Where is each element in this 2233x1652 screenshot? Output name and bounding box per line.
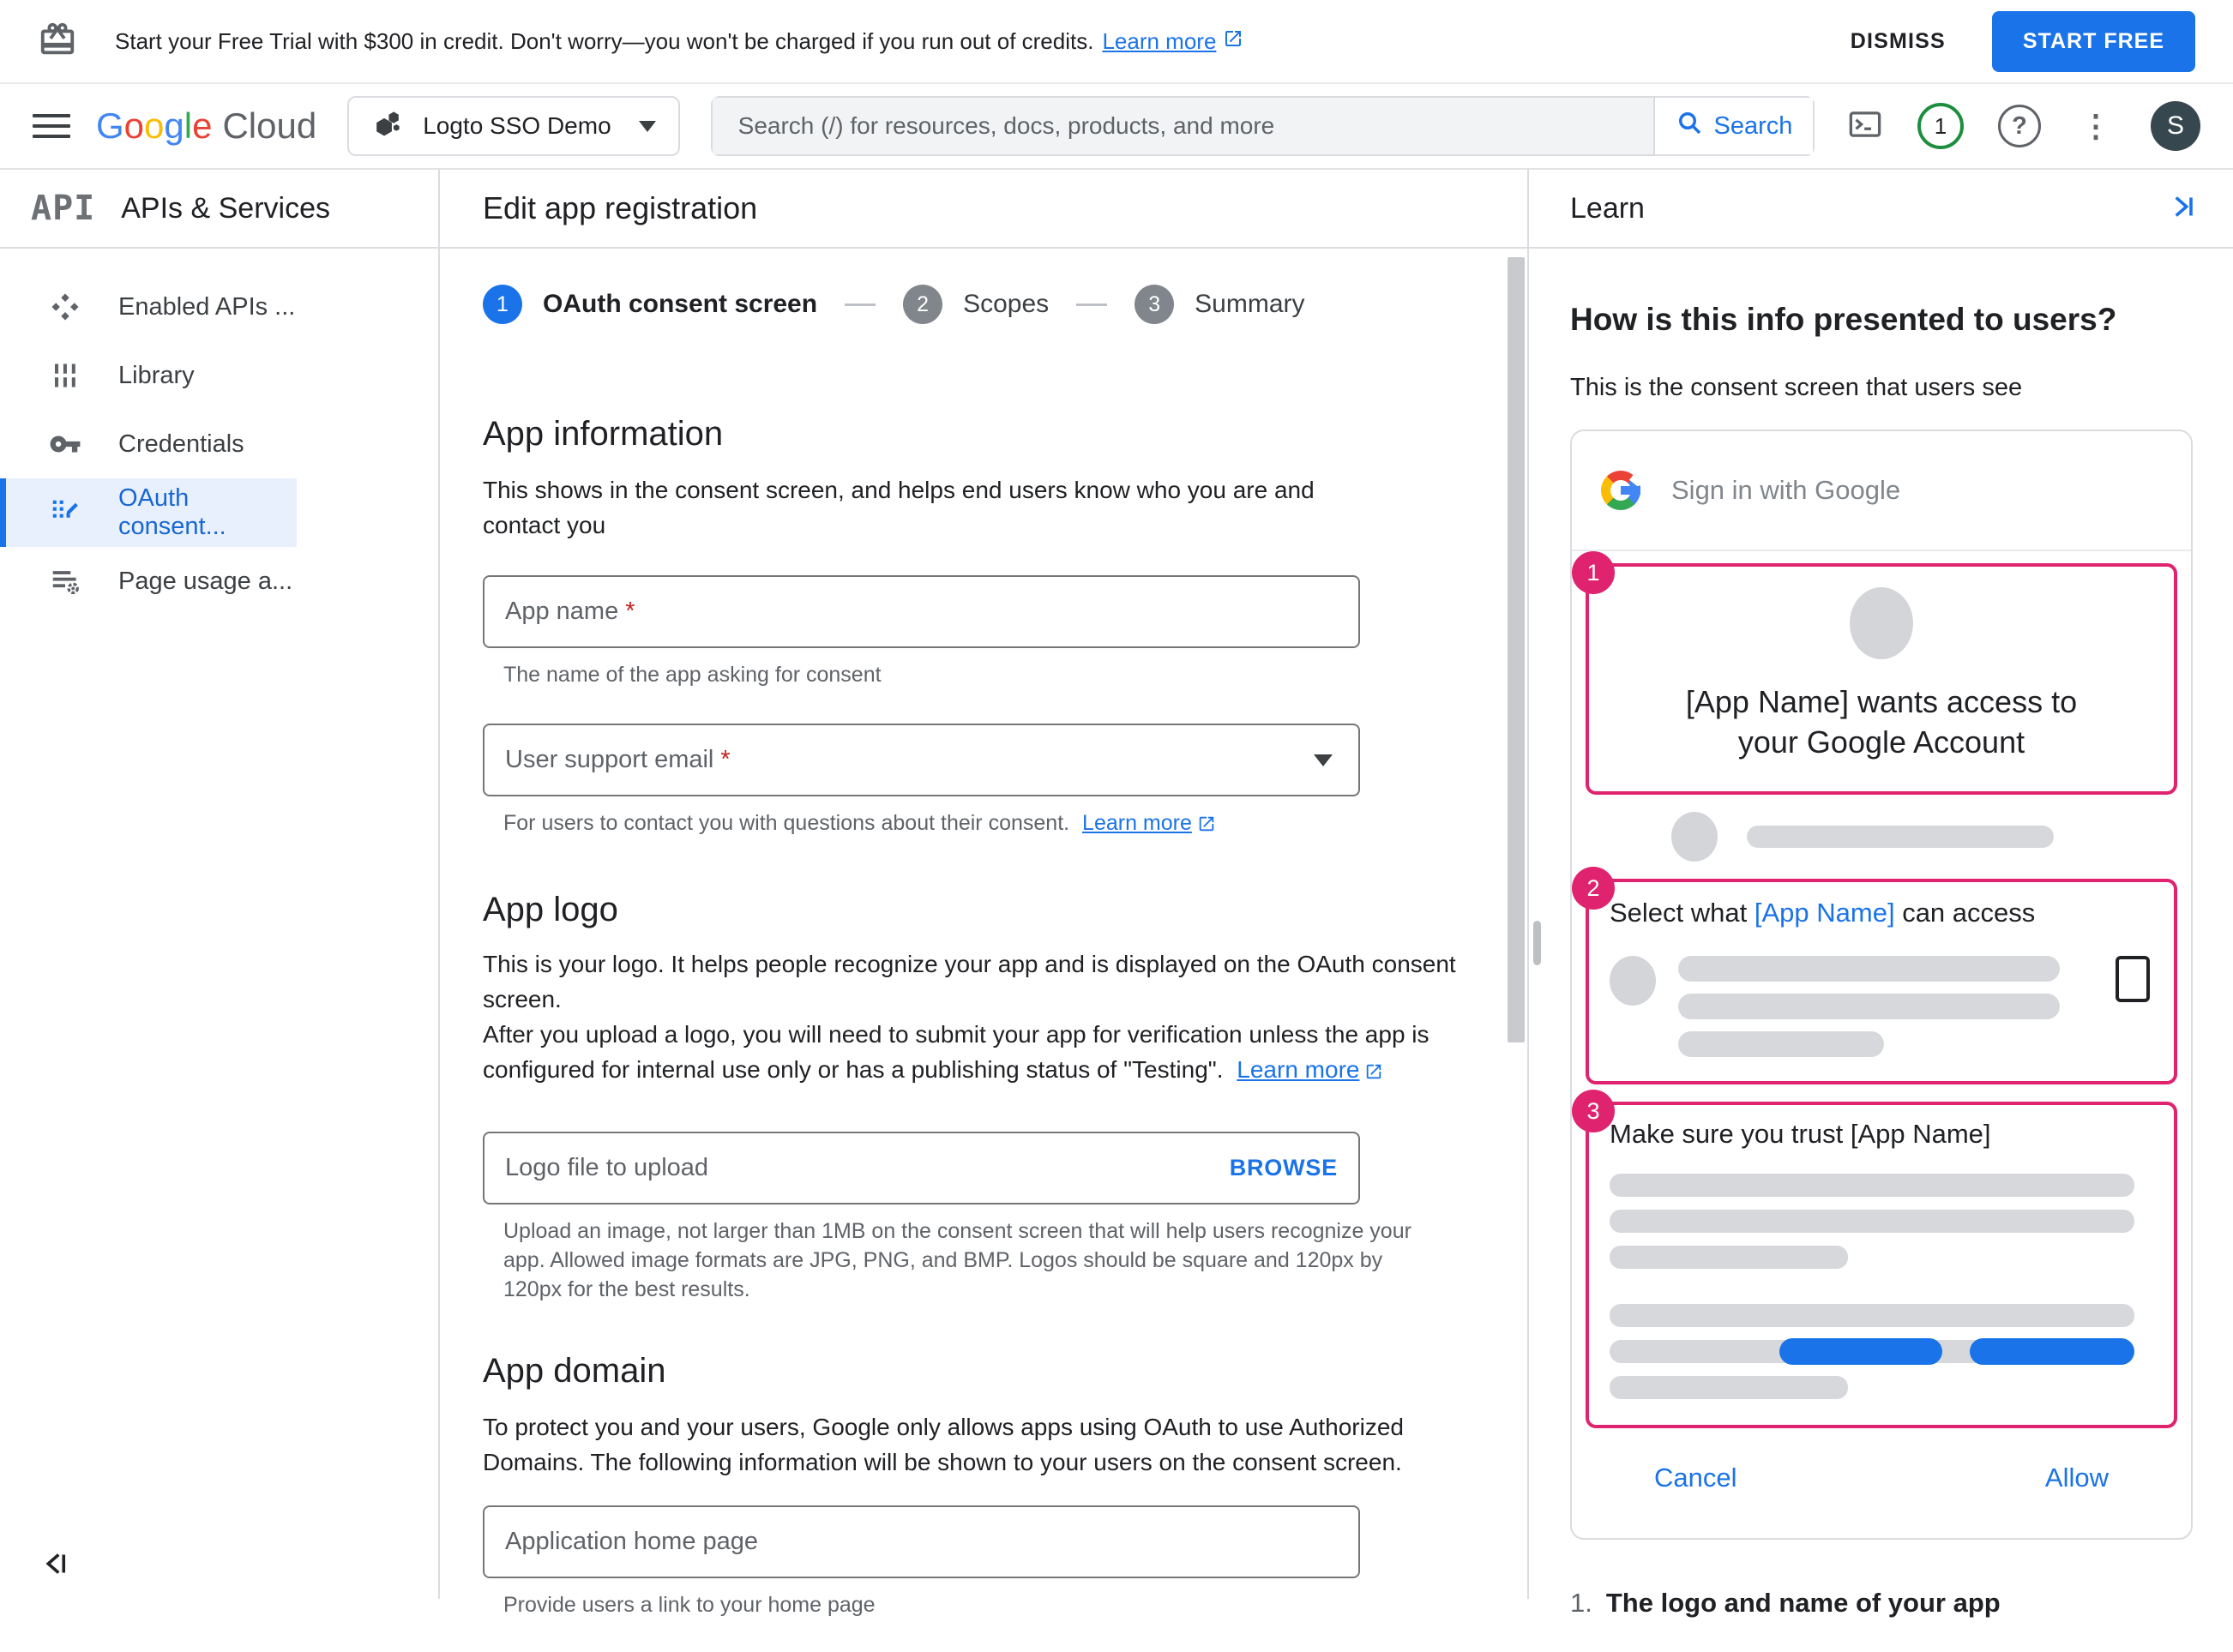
annotation-badge-3: 3 [1572, 1090, 1615, 1132]
step-circle-3: 3 [1135, 285, 1174, 324]
sidebar-item-label: OAuth consent... [118, 484, 226, 540]
application-home-page-input[interactable] [483, 1505, 1360, 1578]
annotation-step-2 [1586, 874, 2177, 1084]
search-button-label: Search [1713, 111, 1793, 140]
user-support-email-select[interactable] [483, 724, 1360, 796]
gift-icon [38, 20, 77, 63]
logo-letter: o [123, 105, 145, 146]
support-email-helper [503, 808, 1429, 841]
project-selector[interactable] [347, 96, 679, 156]
chevron-down-icon [639, 121, 656, 132]
cloud-shell-icon[interactable] [1847, 106, 1883, 147]
notifications-badge[interactable] [1917, 103, 1964, 149]
app-name-helper: The name of the app asking for consent [503, 663, 882, 687]
avatar[interactable] [2151, 101, 2200, 151]
sidebar-item-oauth-consent[interactable] [0, 478, 297, 547]
learn-scrollbar[interactable] [1533, 921, 1541, 965]
annotation-badge-1: 1 [1572, 551, 1615, 594]
text-placeholder-bar [1610, 1174, 2134, 1197]
step-connector [1076, 303, 1107, 306]
help-icon[interactable]: ? [1998, 105, 2041, 147]
text-placeholder-bar [1747, 826, 2054, 848]
support-email-learn-more-link[interactable]: Learn more [1082, 811, 1192, 835]
library-icon [48, 358, 82, 393]
button-placeholder [1970, 1338, 2134, 1365]
icon-placeholder [1610, 956, 1656, 1006]
text-placeholder-bar [1678, 956, 2060, 982]
home-page-helper: Provide users a link to your home page [503, 1593, 876, 1617]
dismiss-button[interactable]: DISMISS [1828, 14, 1968, 69]
trial-message: Start your Free Trial with $300 in credit. Don't worry—you won't be charged if you run out of credits. [115, 27, 1094, 54]
text-placeholder-bar [1678, 1031, 1884, 1057]
checkbox-placeholder [2116, 956, 2150, 1002]
annotation-step-3 [1586, 1097, 2177, 1428]
external-link-icon [1364, 1055, 1383, 1090]
required-marker: * [625, 598, 635, 625]
tab-summary[interactable]: Summary [1195, 290, 1305, 318]
collapse-panel-icon[interactable] [2168, 191, 2199, 226]
external-link-icon [1223, 28, 1243, 55]
avatar-placeholder [1850, 587, 1913, 659]
free-trial-banner [0, 0, 2233, 84]
learn-subheading: This is the consent screen that users see [1570, 374, 2023, 401]
text-placeholder-bar [1678, 994, 2060, 1019]
main-scrollbar[interactable] [1508, 257, 1525, 1042]
app-information-heading: App information [483, 415, 724, 453]
consent-preview-card [1570, 430, 2193, 1540]
account-row-placeholder [1671, 812, 2191, 862]
required-marker: * [720, 746, 731, 773]
search-bar [711, 96, 1815, 156]
annotation-step-1 [1586, 559, 2177, 795]
sidebar-title: APIs & Services [121, 191, 330, 225]
notification-count: 1 [1934, 112, 1947, 139]
home-page-label: Application home page [505, 1528, 759, 1555]
sidebar-item-label: Page usage a... [118, 567, 293, 595]
chevron-down-icon [1314, 754, 1333, 766]
signin-header: Sign in with Google [1671, 475, 1901, 505]
logo-letter: l [184, 105, 193, 146]
logo-letter: o [144, 105, 165, 146]
menu-icon[interactable] [33, 111, 70, 141]
google-cloud-logo[interactable] [96, 105, 316, 147]
app-logo-description-1: This is your logo. It helps people recognize your app and is displayed on the OAuth consent screen. [483, 951, 1456, 1012]
text-placeholder-bar [1610, 1210, 2134, 1233]
app-logo-learn-more-link[interactable]: Learn more [1237, 1056, 1360, 1083]
step-circle-1: 1 [483, 285, 522, 324]
browse-button[interactable]: BROWSE [1229, 1155, 1338, 1180]
project-name: Logto SSO Demo [423, 112, 611, 139]
text-placeholder-bar [1610, 1304, 2134, 1327]
logo-letter: G [96, 105, 124, 146]
app-logo-heading: App logo [483, 891, 618, 928]
google-g-logo [1601, 471, 1640, 510]
page-usage-icon [48, 564, 82, 598]
logo-cloud-text: Cloud [222, 105, 317, 146]
annotation-badge-2: 2 [1572, 867, 1615, 910]
sidebar [0, 170, 440, 1599]
logo-letter: e [192, 105, 213, 146]
trial-learn-more-link[interactable]: Learn more [1102, 27, 1217, 54]
allow-button[interactable]: Allow [2044, 1463, 2109, 1493]
learn-panel [1527, 170, 2233, 1618]
app-domain-description: To protect you and your users, Google only allows apps using OAuth to use Authorized Domains. The following information will be shown to your users on the consent screen. [483, 1414, 1404, 1475]
avatar-initial: S [2166, 111, 2184, 140]
learn-panel-title: Learn [1570, 191, 1645, 225]
sidebar-item-label: Library [118, 361, 195, 389]
trust-title: Make sure you trust [App Name] [1610, 1119, 1991, 1149]
step-circle-2: 2 [903, 285, 942, 324]
search-button[interactable] [1653, 98, 1813, 154]
support-email-helper-text: For users to contact you with questions about their consent. [503, 811, 1070, 835]
logo-upload-label: Logo file to upload [505, 1154, 709, 1181]
app-bar [0, 84, 2233, 170]
cancel-button[interactable]: Cancel [1654, 1463, 1737, 1493]
search-icon [1676, 109, 1703, 143]
app-logo-description-2-text: After you upload a logo, you will need to submit your app for verification unless the app is configured for internal use only or has a publishing status of "Testing". [483, 1021, 1429, 1083]
enabled-apis-icon [48, 290, 82, 324]
stepper [483, 285, 1527, 324]
sidebar-item-label: Enabled APIs ... [118, 292, 296, 321]
footnote-text: The logo and name of your app [1605, 1588, 2001, 1618]
sidebar-item-credentials[interactable] [0, 410, 297, 478]
text-placeholder-bar [1610, 1376, 1848, 1399]
main-panel [440, 170, 1527, 1617]
button-placeholder [1779, 1338, 1942, 1365]
api-product-logo: API [31, 189, 96, 228]
text-placeholder-bar [1610, 1246, 1848, 1269]
tab-oauth-consent-screen[interactable]: OAuth consent screen [543, 290, 818, 318]
footnote-number: 1. [1570, 1588, 1592, 1618]
step-connector [845, 303, 876, 306]
support-email-label: User support email [505, 746, 714, 773]
app-domain-heading: App domain [483, 1352, 666, 1390]
collapse-sidebar-icon[interactable] [41, 1548, 72, 1583]
app-logo-description-2 [483, 1017, 1478, 1090]
sidebar-item-label: Credentials [118, 430, 244, 458]
project-icon [371, 108, 404, 145]
external-link-icon [1197, 812, 1216, 841]
sidebar-item-library[interactable] [0, 341, 297, 410]
sidebar-item-enabled-apis[interactable] [0, 273, 297, 341]
logo-letter: g [164, 105, 184, 146]
sidebar-item-page-usage[interactable] [0, 547, 297, 616]
more-options-icon[interactable]: ⋮ [2080, 108, 2111, 143]
button-row-placeholder [1610, 1340, 2134, 1363]
page-title: Edit app registration [483, 190, 758, 225]
app-information-description: This shows in the consent screen, and helps end users know who you are and contact you [483, 477, 1315, 538]
tab-scopes[interactable]: Scopes [963, 290, 1050, 318]
logo-upload-field[interactable] [483, 1132, 1360, 1204]
scopes-title: Select what [App Name] can access [1610, 898, 2036, 928]
consent-screen-icon [48, 496, 82, 530]
logo-upload-helper: Upload an image, not larger than 1MB on the consent screen that will help users recognize your app. Allowed image formats are JPG, PNG, and BMP. Logos should be square and 120px by 120px for the best results. [503, 1219, 1411, 1301]
search-input[interactable] [713, 98, 1653, 154]
start-free-button[interactable]: START FREE [1992, 11, 2195, 72]
app-name-label: App name [505, 598, 619, 625]
avatar-placeholder [1671, 812, 1718, 862]
main-scroll-area [440, 285, 1527, 1635]
footnote [1570, 1588, 2192, 1619]
learn-heading: How is this info presented to users? [1570, 302, 2117, 337]
app-name-input[interactable] [483, 575, 1360, 648]
consent-title: [App Name] wants access to your Google Account [1685, 684, 2078, 760]
key-icon [48, 427, 82, 461]
